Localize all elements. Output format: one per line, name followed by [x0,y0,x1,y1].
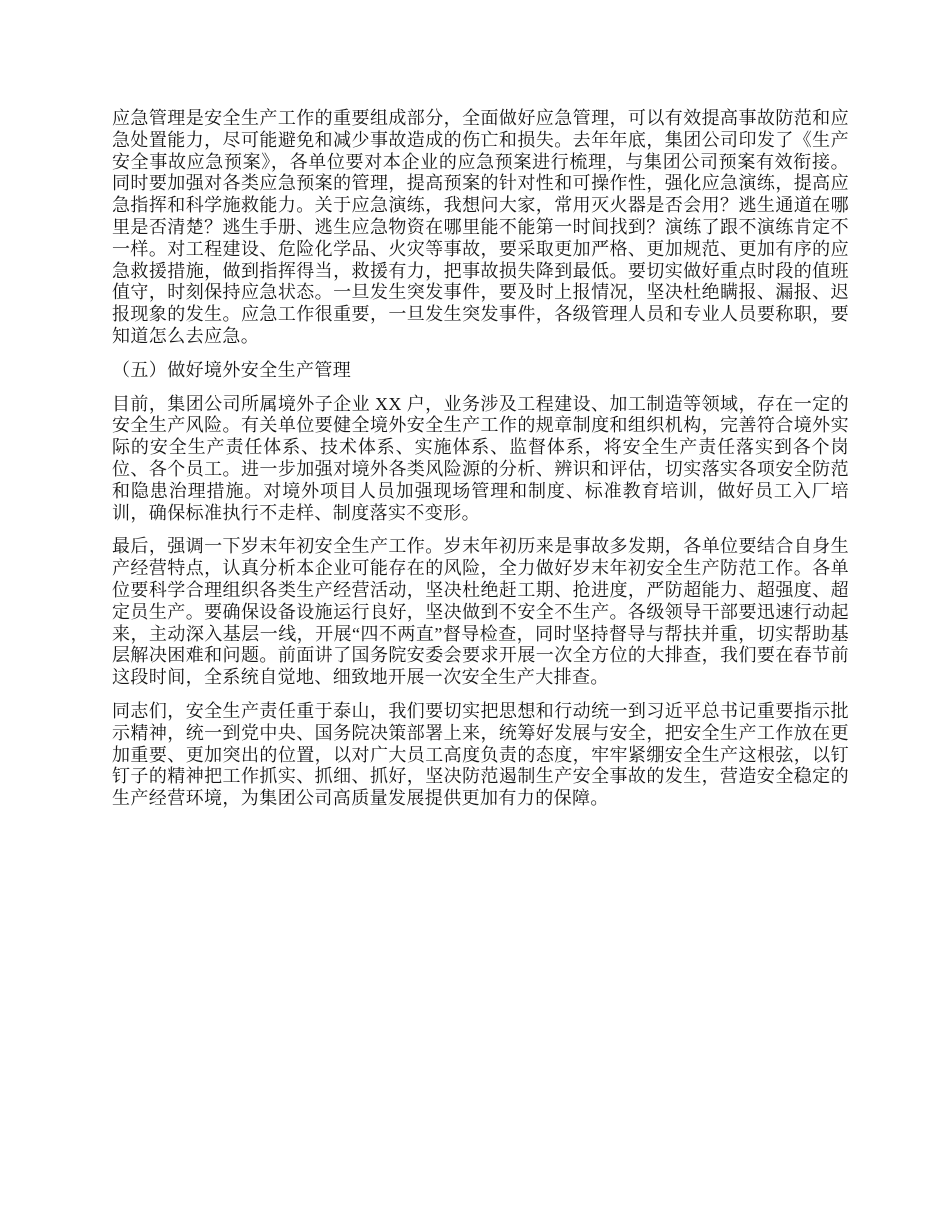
paragraph-closing-remarks: 同志们，安全生产责任重于泰山，我们要切实把思想和行动统一到习近平总书记重要指示批示精神，统一到党中央、国务院决策部署上来，统筹好发展与安全，把安全生产工作放在更加重要、更加突出的位置，以对广大员工高度负责的态度，牢牢紧绷安全生产这根弦，以钉钉子的精神把工作抓实、抓细、抓好，坚决防范遏制生产安全事故的发生，营造安全稳定的生产经营环境，为集团公司高质量发展提供更加有力的保障。 [112,700,849,809]
paragraph-emergency-management: 应急管理是安全生产工作的重要组成部分，全面做好应急管理，可以有效提高事故防范和应急处置能力，尽可能避免和减少事故造成的伤亡和损失。去年年底，集团公司印发了《生产安全事故应急预案》，各单位要对本企业的应急预案进行梳理，与集团公司预案有效衔接。同时要加强对各类应急预案的管理，提高预案的针对性和可操作性，强化应急演练，提高应急指挥和科学施救能力。关于应急演练，我想问大家，常用灭火器是否会用？逃生通道在哪里是否清楚？逃生手册、逃生应急物资在哪里能不能第一时间找到？演练了跟不演练肯定不一样。对工程建设、危险化学品、火灾等事故，要采取更加严格、更加规范、更加有序的应急救援措施，做到指挥得当，救援有力，把事故损失降到最低。要切实做好重点时段的值班值守，时刻保持应急状态。一旦发生突发事件，要及时上报情况，坚决杜绝瞒报、漏报、迟报现象的发生。应急工作很重要，一旦发生突发事件，各级管理人员和专业人员要称职，要知道怎么去应急。 [112,108,849,346]
section-heading-overseas-safety: （五）做好境外安全生产管理 [112,359,352,380]
paragraph-year-end-safety: 最后，强调一下岁末年初安全生产工作。岁末年初历来是事故多发期，各单位要结合自身生产经营特点，认真分析本企业可能存在的风险，全力做好岁末年初安全生产防范工作。各单位要科学合理组织各类生产经营活动，坚决杜绝赶工期、抢进度，严防超能力、超强度、超定员生产。要确保设备设施运行良好，坚决做到不安全不生产。各级领导干部要迅速行动起来，主动深入基层一线，开展“四不两直”督导检查，同时坚持督导与帮扶并重，切实帮助基层解决困难和问题。前面讲了国务院安委会要求开展一次全方位的大排查，我们要在春节前这段时间，全系统自觉地、细致地开展一次安全生产大排查。 [112,536,849,688]
document-body [112,108,849,822]
paragraph-overseas-subsidiaries: 目前，集团公司所属境外子企业 XX 户，业务涉及工程建设、加工制造等领域，存在一定的安全生产风险。有关单位要健全境外安全生产工作的规章制度和组织机构，完善符合境外实际的安全生产责任体系、技术体系、实施体系、监督体系，将安全生产责任落实到各个岗位、各个员工。进一步加强对境外各类风险源的分析、辨识和评估，切实落实各项安全防范和隐患治理措施。对境外项目人员加强现场管理和制度、标准教育培训，做好员工入厂培训，确保标准执行不走样、制度落实不变形。 [112,393,849,523]
